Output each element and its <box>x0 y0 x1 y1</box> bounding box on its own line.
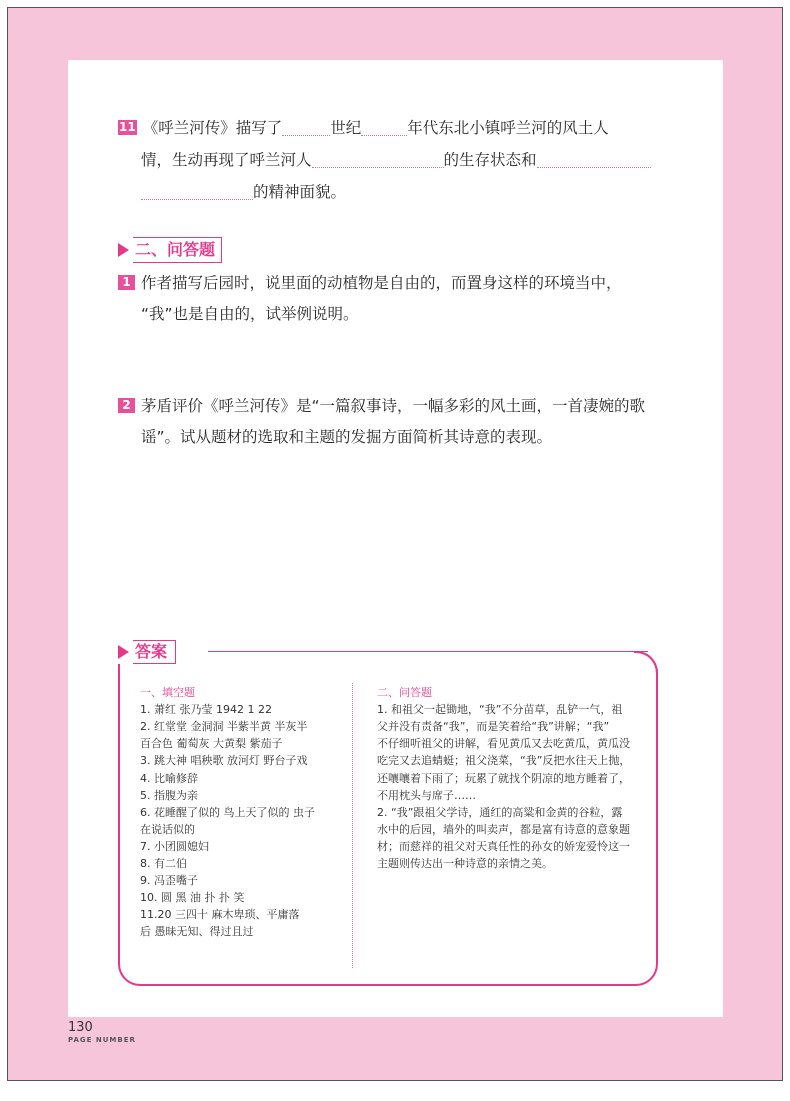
answer-line: 父并没有责备“我”，而是笑着给“我”讲解；“我” <box>377 720 610 734</box>
q11-text-a: 《呼兰河传》描写了 <box>142 119 283 137</box>
s2-q2-line-2 <box>141 426 552 448</box>
q11-text-d: 情，生动再现了呼兰河人 <box>141 151 312 169</box>
s2-q2-text-2: 谣”。试从题材的选取和主题的发掘方面简析其诗意的表现。 <box>141 428 553 446</box>
answer-line: 1. 和祖父一起锄地，“我”不分苗草，乱铲一气，祖 <box>377 703 623 717</box>
answer-line: 2. 红堂堂 金洞洞 半紫半黄 半灰半 <box>140 720 308 734</box>
answer-line: 7. 小团圆媳妇 <box>140 839 209 853</box>
answer-title: 答案 <box>133 640 176 664</box>
answer-line: 1. 萧红 张乃莹 1942 1 22 <box>140 703 272 717</box>
answer-line: 吃完又去追蜻蜓；祖父浇菜，“我”反把水往天上抛， <box>377 754 631 768</box>
s2-q1-text-1: 作者描写后园时，说里面的动植物是自由的，而置身这样的环境当中， <box>141 274 622 292</box>
answer-line: 不仔细听祖父的讲解，看见黄瓜又去吃黄瓜，黄瓜没 <box>377 737 630 751</box>
answer-column-divider <box>352 683 353 968</box>
answer-line: 10. 圆 黑 油 扑 扑 笑 <box>140 891 245 905</box>
q11-text-c: 年代东北小镇呼兰河的风土人 <box>407 119 609 137</box>
page-number-label: PAGE NUMBER <box>68 1036 136 1044</box>
answer-line: 不用枕头与席子…… <box>377 788 476 802</box>
answer-line: 8. 有二伯 <box>140 857 187 870</box>
answer-line: 11.20 三四十 麻木卑琐、平庸落 <box>140 908 300 922</box>
section-arrow-icon <box>118 243 129 257</box>
q11-line-3 <box>141 181 346 203</box>
section2-header <box>118 237 222 263</box>
answer-line: 主题则传达出一种诗意的亲情之美。 <box>377 857 553 870</box>
page-number: 130 <box>68 1020 93 1035</box>
answer-line: 6. 花睡醒了似的 鸟上天了似的 虫子 <box>140 805 315 819</box>
q11-text-f: 的精神面貌。 <box>253 183 347 201</box>
answer-section-heading: 二、问答题 <box>377 686 432 699</box>
answer-arrow-icon <box>118 645 129 659</box>
answer-line: 9. 冯歪嘴子 <box>140 874 198 888</box>
s2-q2-line-1 <box>118 395 645 417</box>
answer-line: 水中的后园，墙外的叫卖声，都是富有诗意的意象题 <box>377 822 630 836</box>
answer-line: 还嚷嚷着下雨了；玩累了就找个阴凉的地方睡着了， <box>377 771 630 785</box>
answer-line: 3. 跳大神 唱秧歌 放河灯 野台子戏 <box>140 754 308 768</box>
answer-section-heading: 一、填空题 <box>140 686 195 699</box>
q11-line-2 <box>141 149 651 171</box>
q11-blank-living[interactable] <box>312 151 444 168</box>
answer-line: 后 愚昧无知、得过且过 <box>140 925 254 939</box>
q11-text-e: 的生存状态和 <box>443 151 537 169</box>
q11-blank-century[interactable] <box>282 119 330 136</box>
answer-line: 在说话似的 <box>140 822 195 836</box>
q11-blank-decade[interactable] <box>361 119 407 136</box>
s2-q1-number-badge: 1 <box>118 275 135 290</box>
section2-title: 二、问答题 <box>133 237 222 263</box>
answer-line: 4. 比喻修辞 <box>140 771 198 785</box>
q11-number-badge: 11 <box>119 120 136 134</box>
answer-line: 百合色 葡萄灰 大黄梨 紫茄子 <box>140 737 283 751</box>
answer-header <box>118 640 182 664</box>
q11-text-b: 世纪 <box>330 119 362 137</box>
s2-q1-line-2 <box>141 303 359 325</box>
q11-blank-spirit-b[interactable] <box>141 183 253 200</box>
s2-q1-line-1 <box>118 272 622 294</box>
s2-q2-text-1: 茅盾评价《呼兰河传》是“一篇叙事诗，一幅多彩的风土画，一首凄婉的歌 <box>141 397 646 415</box>
answer-line: 2. “我”跟祖父学诗，通红的高粱和金黄的谷粒，露 <box>377 805 623 819</box>
s2-q2-number-badge: 2 <box>118 398 135 413</box>
answer-line: 5. 指腹为亲 <box>140 788 198 802</box>
answer-line: 材；而慈祥的祖父对天真任性的孙女的娇宠爱怜这一 <box>377 839 630 853</box>
q11-line-1 <box>118 117 609 139</box>
s2-q1-text-2: “我”也是自由的，试举例说明。 <box>141 305 359 323</box>
q11-blank-spirit-a[interactable] <box>537 151 651 168</box>
